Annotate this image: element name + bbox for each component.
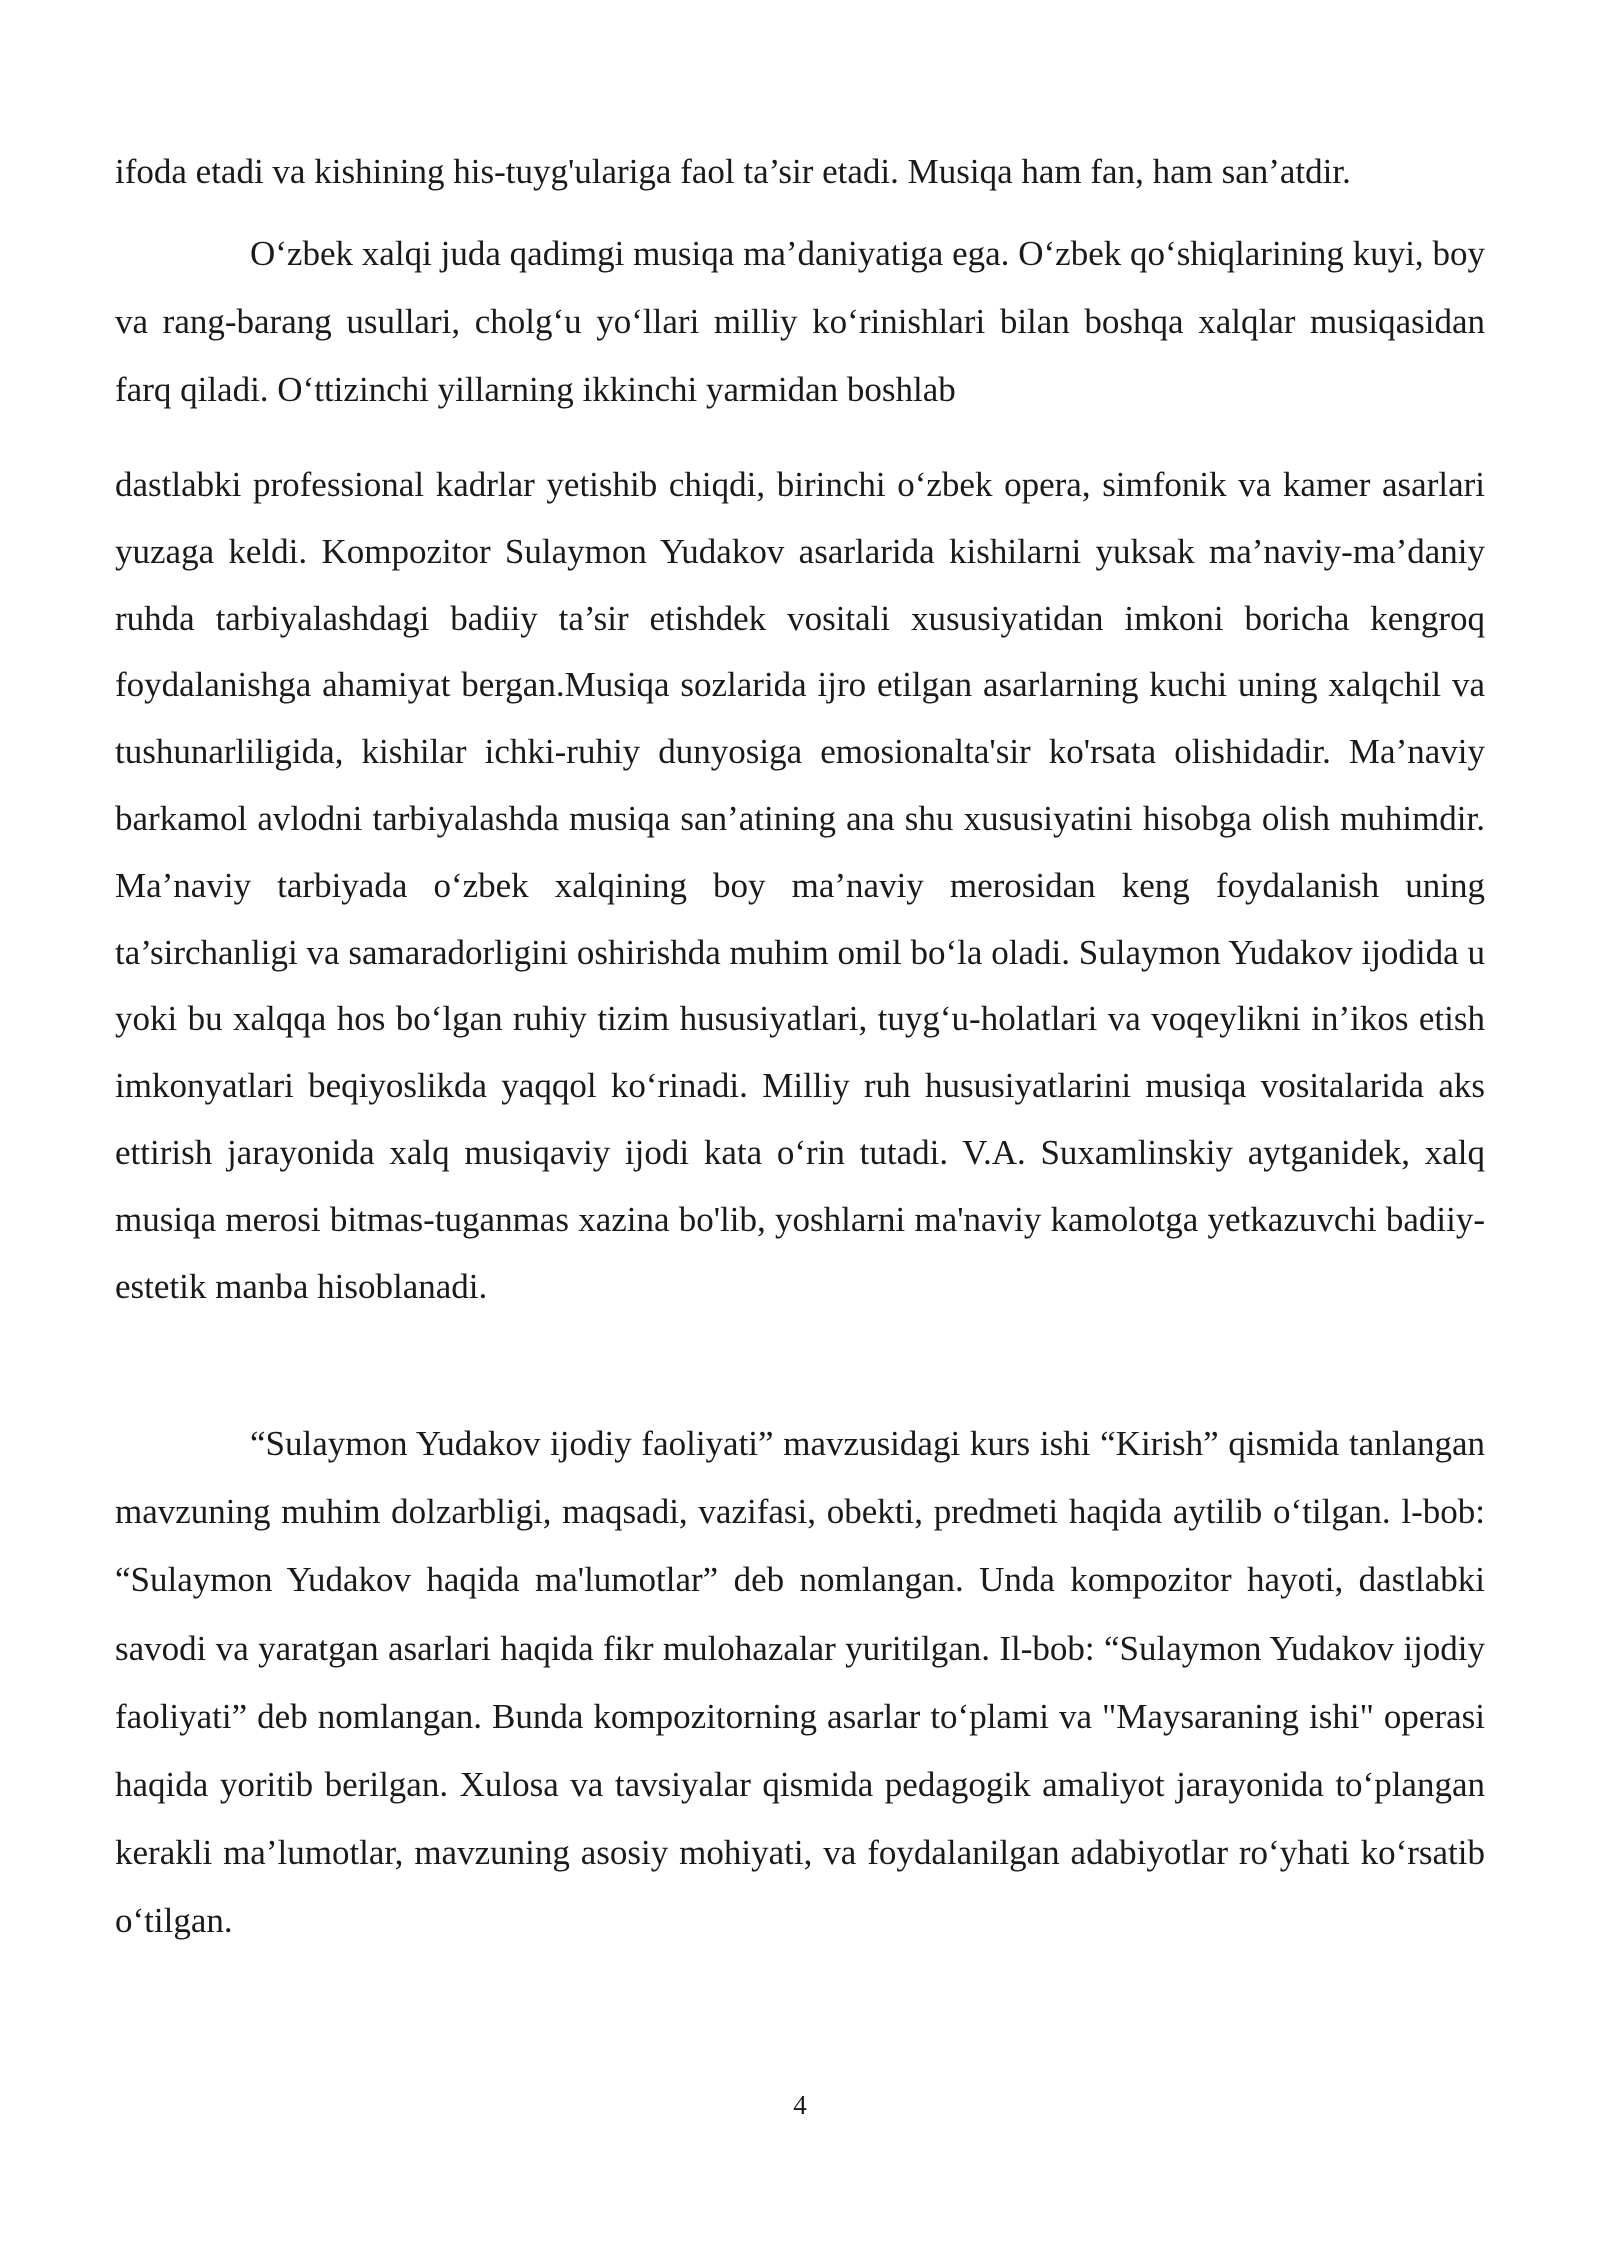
paragraph-uzbek-music-culture: Oʻzbek xalqi juda qadimgi musiqa ma’daniyatiga ega. Oʻzbek qoʻshiqlarining kuyi, boy va rang-barang usullari, cholgʻu yoʻllari milliy koʻrinishlari bilan boshqa xalqlar musiqasidan farq qiladi. Oʻttizinchi yillarning ikkinchi yarmidan boshlab bbox=[115, 234, 1485, 409]
paragraph-continuation: ifoda etadi va kishining his-tuyg'ulariga faol ta’sir etadi. Musiqa ham fan, ham san’atdir. bbox=[115, 152, 1351, 191]
paragraph-course-work-overview: “Sulaymon Yudakov ijodiy faoliyati” mavzusidagi kurs ishi “Kirish” qismida tanlangan mavzuning muhim dolzarbligi, maqsadi, vazifasi, obekti, predmeti haqida aytilib oʻtilgan. l-bob: “Sulaymon Yudakov haqida ma'lumotlar” deb nomlangan. Unda kompozitor hayoti, dastlabki savodi va yaratgan asarlari haqida fikr mulohazalar yuritilgan. Il-bob: “Sulaymon Yudakov ijodiy faoliyati” deb nomlangan. Bunda kompozitorning asarlar toʻplami va "Maysaraning ishi" operasi haqida yoritib berilgan. Xulosa va tavsiyalar qismida pedagogik amaliyot jarayonida toʻplangan kerakli ma’lumotlar, mavzuning asosiy mohiyati, va foydalanilgan adabiyotlar roʻyhati koʻrsatib oʻtilgan. bbox=[115, 1424, 1485, 1941]
paragraph-professional-cadres: dastlabki professional kadrlar yetishib chiqdi, birinchi oʻzbek opera, simfonik va kamer asarlari yuzaga keldi. Kompozitor Sulaymon Yudakov asarlarida kishilarni yuksak ma’naviy-ma’daniy ruhda tarbiyalashdagi badiiy ta’sir etishdek vositali xususiyatidan imkoni boricha kengroq foydalanishga ahamiyat bergan.Musiqa sozlarida ijro etilgan asarlarning kuchi uning xalqchil va tushunarliligida, kishilar ichki-ruhiy dunyosiga emosionalta'sir ko'rsata olishidadir. Ma’naviy barkamol avlodni tarbiyalashda musiqa san’atining ana shu xususiyatini hisobga olish muhimdir. Ma’naviy tarbiyada oʻzbek xalqining boy ma’naviy merosidan keng foydalanish uning ta’sirchanligi va samaradorligini oshirishda muhim omil boʻla oladi. Sulaymon Yudakov ijodida u yoki bu xalqqa hos boʻlgan ruhiy tizim hususiyatlari, tuygʻu-holatlari va voqeylikni in’ikos etish imkonyatlari beqiyoslikda yaqqol koʻrinadi. Milliy ruh hususiyatlarini musiqa vositalarida aks ettirish jarayonida xalq musiqaviy ijodi kata oʻrin tutadi. V.A. Suxamlinskiy aytganidek, xalq musiqa merosi bitmas-tuganmas xazina bo'lib, yoshlarni ma'naviy kamolotga yetkazuvchi badiiy-estetik manba hisoblanadi. bbox=[115, 465, 1485, 1306]
page-number: 4 bbox=[793, 2090, 807, 2120]
